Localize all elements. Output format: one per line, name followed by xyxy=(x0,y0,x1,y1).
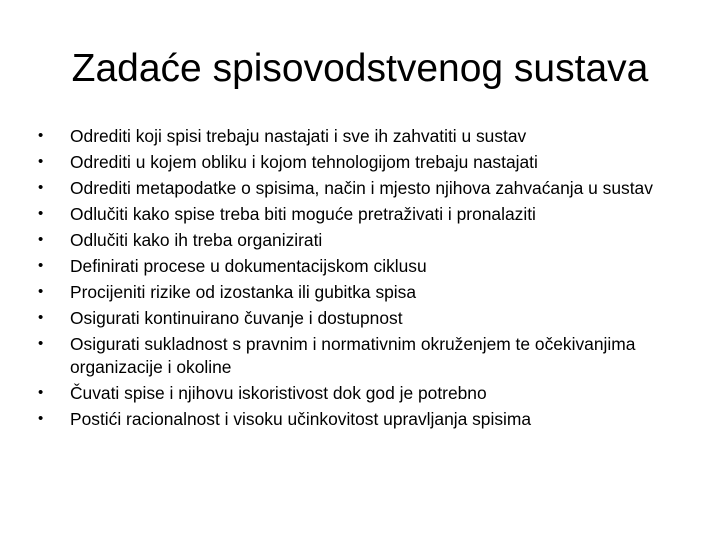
list-item-text: Osigurati kontinuirano čuvanje i dostupnost xyxy=(70,308,403,328)
bullet-icon: • xyxy=(38,257,44,274)
list-item xyxy=(38,229,678,252)
list-item-text: Osigurati sukladnost s pravnim i normativnim okruženjem te očekivanjima organizacije i okoline xyxy=(70,334,636,377)
bullet-icon: • xyxy=(38,205,44,222)
list-item xyxy=(38,408,678,431)
list-item-text: Odrediti u kojem obliku i kojom tehnologijom trebaju nastajati xyxy=(70,152,538,172)
list-item xyxy=(38,203,678,226)
slide-title: Zadaće spisovodstvenog sustava xyxy=(71,47,649,90)
list-item xyxy=(38,255,678,278)
list-item-text: Procijeniti rizike od izostanka ili gubitka spisa xyxy=(70,282,417,302)
bullet-list xyxy=(38,125,678,434)
bullet-icon: • xyxy=(38,409,44,427)
bullet-icon: • xyxy=(38,127,44,144)
bullet-icon: • xyxy=(38,283,44,300)
bullet-icon: • xyxy=(38,309,44,326)
list-item-text: Odlučiti kako spise treba biti moguće pretraživati i pronalaziti xyxy=(70,204,536,224)
list-item-text: Čuvati spise i njihovu iskoristivost dok god je potrebno xyxy=(70,382,487,403)
list-item xyxy=(38,281,678,304)
list-item xyxy=(38,125,678,148)
bullet-icon: • xyxy=(38,231,44,248)
bullet-icon: • xyxy=(38,153,44,170)
list-item xyxy=(38,382,678,405)
bullet-icon: • xyxy=(38,383,44,401)
list-item xyxy=(38,307,678,330)
list-item-text: Odlučiti kako ih treba organizirati xyxy=(70,230,323,250)
list-item xyxy=(38,177,678,200)
list-item-text: Postići racionalnost i visoku učinkovitost upravljanja spisima xyxy=(70,408,532,429)
bullet-icon: • xyxy=(38,335,44,352)
list-item-text: Definirati procese u dokumentacijskom ciklusu xyxy=(70,256,427,276)
bullet-icon: • xyxy=(38,179,44,196)
list-item-text: Odrediti koji spisi trebaju nastajati i sve ih zahvatiti u sustav xyxy=(70,126,527,146)
list-item-text: Odrediti metapodatke o spisima, način i mjesto njihova zahvaćanja u sustav xyxy=(70,178,653,198)
list-item xyxy=(38,151,678,174)
list-item xyxy=(38,333,678,378)
